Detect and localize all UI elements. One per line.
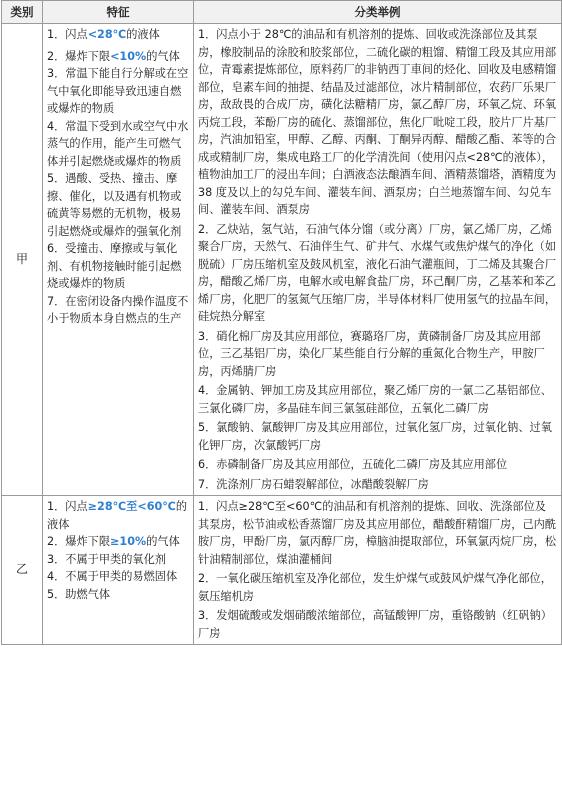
examples-cell xyxy=(194,24,562,496)
example-item: 5．氯酸钠、氯酸钾厂房及其应用部位，过氧化氢厂房，过氧化钠、过氧化钾厂房，次氯酸钙厂房 xyxy=(198,421,552,452)
fire-hazard-classification-table xyxy=(1,0,562,645)
example-item: 3．硝化棉厂房及其应用部位，赛璐珞厂房，黄磷制备厂房及其应用部位，三乙基铝厂房，染化厂某些能自行分解的重氮化合物生产，甲胺厂房，丙烯腈厂房 xyxy=(198,329,545,378)
example-item: 2．一氧化碳压缩机室及净化部位，发生炉煤气或鼓风炉煤气净化部位，氨压缩机房 xyxy=(198,572,552,603)
example-item: 7．洗涤剂厂房石蜡裂解部位，冰醋酸裂解厂房 xyxy=(198,477,429,491)
example-item: 1．闪点≥28℃至<60℃的油品和有机溶剂的提炼、回收、洗涤部位及其泵房，松节油或松香蒸馏厂房及其应用部位，醋酸酐精馏厂房，己内酰胺厂房，甲酚厂房，氯丙醇厂房，樟脑油提取部位，环氧氯丙烷厂房，松针油精制部位，煤油灌桶间 xyxy=(198,500,557,566)
example-item: 6．赤磷制备厂房及其应用部位，五硫化二磷厂房及其应用部位 xyxy=(198,458,508,471)
feature-item: 3．常温下能自行分解或在空气中氧化即能导致迅速自燃或爆炸的物质 xyxy=(47,67,189,115)
feature-item: 5．遇酸、受热、撞击、摩擦、催化，以及遇有机物或硫黄等易燃的无机物，极易引起燃烧或爆炸的强氧化剂 xyxy=(47,172,182,238)
example-item: 3．发烟硫酸或发烟硝酸浓缩部位，高锰酸钾厂房，重铬酸钠（红矾钠）厂房 xyxy=(198,609,552,640)
table-row xyxy=(2,496,562,645)
feature-item: 4．不属于甲类的易燃固体 xyxy=(47,570,178,583)
table-header-row xyxy=(2,1,562,24)
header-features: 特征 xyxy=(43,1,194,24)
features-cell xyxy=(43,496,194,645)
header-category: 类别 xyxy=(2,1,43,24)
feature-item: 5．助燃气体 xyxy=(47,587,111,601)
feature-item: 1．闪点<28℃的液体 xyxy=(47,28,160,41)
examples-cell xyxy=(194,496,562,645)
feature-item: 2．爆炸下限≥10%的气体 xyxy=(47,535,180,548)
category-cell: 乙 xyxy=(2,496,43,645)
header-examples: 分类举例 xyxy=(194,1,562,24)
category-cell: 甲 xyxy=(2,24,43,496)
feature-item: 4．常温下受到水或空气中水蒸气的作用，能产生可燃气体并引起燃烧或爆炸的物质 xyxy=(47,119,189,168)
feature-item: 3．不属于甲类的氧化剂 xyxy=(47,552,166,566)
feature-item: 7．在密闭设备内操作温度不小于物质本身自燃点的生产 xyxy=(47,294,189,325)
features-cell xyxy=(43,24,194,496)
example-item: 1．闪点小于 28℃的油品和有机溶剂的提炼、回收或洗涤部位及其泵房，橡胶制品的涂胶和胶浆部位，二硫化碳的粗馏、精馏工段及其应用部位，青霉素提炼部位，原料药厂的非钠西丁車间的烃化、回收及电感精馏部位，皂素车间的抽提、结晶及过滤部位，冰片精制部位，农药厂乐果厂房，敌敌畏的合成厂房，磺化法糖精厂房，氯乙醇厂房，环氧乙烷、环氧丙烷工段，苯酚厂房的硫化、蒸馏部位，焦化厂吡啶工段，胶片厂片基厂房，汽油加铅室，甲醇、乙醇、丙酮、丁酮异丙醇、醋酸乙酯、苯等的合成或精制厂房，集成电路工厂的化学清洗间（使用闪点<28℃的液体），植物油加工厂的浸出车间；白酒液态法酿酒车间、酒精蒸馏塔，酒精度为 38 度及以上的勾兑车间、灌装车间、酒泵房；白兰地蒸馏车间、勾兑车间、灌装车间、酒泵房 xyxy=(198,28,557,216)
example-item: 2．乙炔站，氢气站，石油气体分馏（或分离）厂房，氯乙烯厂房，乙烯聚合厂房，天然气、石油伴生气、矿井气、水煤气或焦炉煤气的净化（如脱硫）厂房压缩机室及鼓风机室，液化石油气灌瓶间，丁二烯及其聚合厂房，醋酸乙烯厂房，电解水或电解食盐厂房，环己酮厂房，乙基苯和苯乙烯厂房，化肥厂的氢氮气压缩厂房，半导体材料厂使用氢气的拉晶车间，硅烷热分解室 xyxy=(198,222,557,323)
feature-item: 6．受撞击、摩擦或与氧化剂、有机物接触时能引起燃烧或爆炸的物质 xyxy=(47,242,182,290)
table-row xyxy=(2,24,562,496)
example-item: 4．金属钠、钾加工房及其应用部位，聚乙烯厂房的一氯二乙基铝部位、三氯化磷厂房，多晶硅车间三氯氢硅部位，五氧化二磷厂房 xyxy=(198,384,552,415)
feature-item: 1．闪点≥28℃至<60℃的液体 xyxy=(47,500,188,531)
feature-item: 2．爆炸下限<10%的气体 xyxy=(47,49,180,63)
